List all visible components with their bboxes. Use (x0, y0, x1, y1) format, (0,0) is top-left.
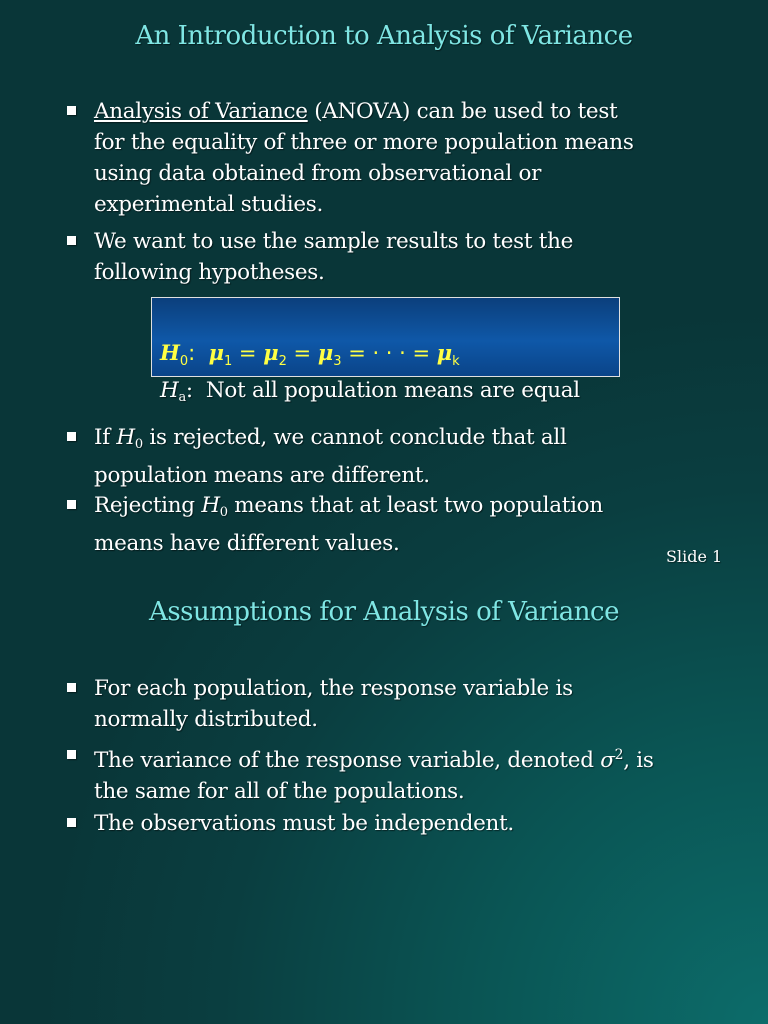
bullet-marker (67, 432, 76, 441)
bullet-1-line-3: using data obtained from observational or (94, 161, 542, 186)
s2-bullet-2-post: , is (623, 748, 654, 774)
h-symbol: H (160, 340, 180, 365)
mu-subscript: 3 (333, 354, 342, 369)
bullet-1-line-1: (ANOVA) can be used to test (307, 99, 618, 124)
s2-bullet-3-line-1: The observations must be independent. (94, 811, 514, 836)
equals: = (238, 341, 257, 365)
colon: : (188, 341, 196, 365)
sigma-superscript: 2 (614, 747, 624, 763)
h-symbol: H (160, 378, 179, 403)
mu-symbol: μ (208, 340, 224, 365)
ha-text: : Not all population means are equal (185, 378, 580, 403)
null-hypothesis (160, 340, 460, 369)
slide2-title: Assumptions for Analysis of Variance (149, 597, 619, 627)
bullet-marker (67, 750, 76, 759)
mu-symbol: μ (263, 340, 279, 365)
s2-bullet-1-line-1: For each population, the response variable is (94, 676, 573, 701)
bullet-marker (67, 683, 76, 692)
equals: = (293, 341, 312, 365)
bullet-2-line-1: We want to use the sample results to test the (94, 229, 574, 254)
h-symbol: H (116, 425, 135, 450)
bullet-4-post: means that at least two population (227, 493, 603, 518)
alternative-hypothesis (160, 378, 580, 405)
bullet-3-post: is rejected, we cannot conclude that all (142, 425, 567, 450)
bullet-marker (67, 236, 76, 245)
slide1-title: An Introduction to Analysis of Variance (135, 21, 633, 51)
mu-subscript: k (452, 354, 460, 369)
slide1-bullet-1 (94, 96, 734, 220)
s2-bullet-2-pre: The variance of the response variable, denoted (94, 748, 601, 774)
sigma-symbol: σ (600, 748, 615, 774)
bullet-4-line-2: means have different values. (94, 531, 400, 556)
h0-subscript: 0 (134, 437, 143, 452)
bullet-4-pre: Rejecting (94, 493, 202, 518)
bullet-marker (67, 106, 76, 115)
ellipsis-equals: = · · · = (348, 341, 431, 365)
h0-subscript: 0 (179, 354, 189, 369)
bullet-1-line-2: for the equality of three or more population means (94, 130, 634, 155)
bullet-3-line-2: population means are different. (94, 463, 430, 488)
s2-bullet-1-line-2: normally distributed. (94, 707, 318, 732)
ha-subscript: a (178, 390, 186, 405)
slide2-bullet-3 (94, 808, 734, 839)
slide-number: Slide 1 (666, 547, 723, 566)
mu-subscript: 2 (278, 354, 287, 369)
slide1-bullet-3 (94, 422, 734, 491)
slide1-bullet-2 (94, 226, 734, 288)
slide2-bullet-2 (94, 740, 734, 807)
bullet-3-pre: If (94, 425, 117, 450)
mu-subscript: 1 (223, 354, 233, 369)
bullet-marker (67, 818, 76, 827)
h-symbol: H (201, 493, 220, 518)
slide2-bullet-1 (94, 673, 734, 735)
slide1-bullet-4 (94, 490, 734, 559)
bullet-1-line-4: experimental studies. (94, 192, 324, 217)
s2-bullet-2-line-2: the same for all of the populations. (94, 779, 465, 805)
bullet-marker (67, 500, 76, 509)
mu-symbol: μ (436, 340, 453, 365)
anova-term: Analysis of Variance (94, 99, 308, 124)
h0-subscript: 0 (219, 505, 228, 520)
mu-symbol: μ (317, 340, 334, 365)
bullet-2-line-2: following hypotheses. (94, 260, 325, 285)
